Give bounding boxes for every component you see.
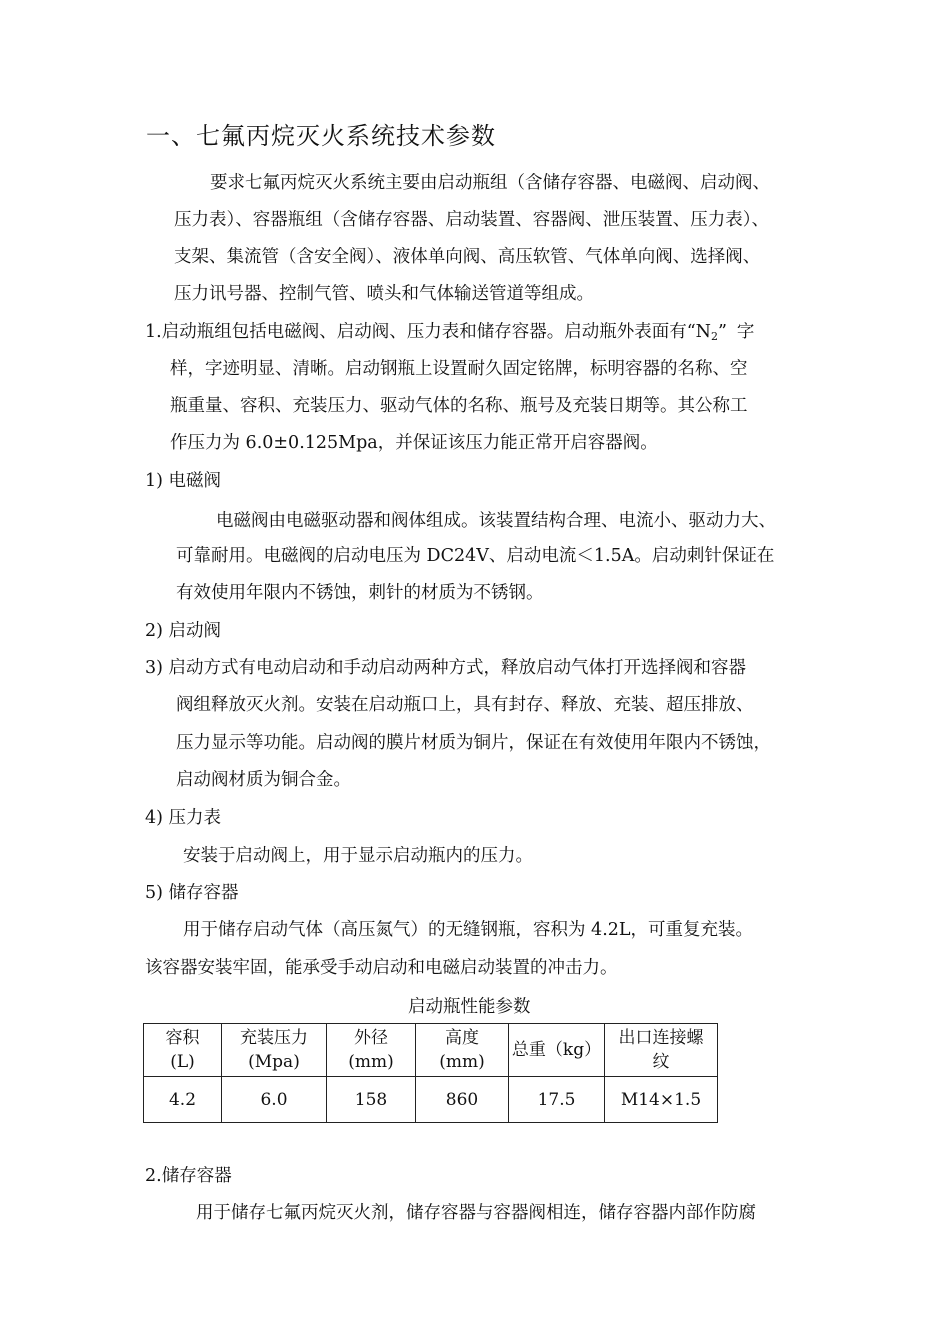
paragraph-line: 电磁阀由电磁驱动器和阀体组成。该装置结构合理、电流小、驱动力大、 <box>216 511 776 531</box>
subheading: 4) 压力表 <box>145 808 222 828</box>
header-cell: 充装压力 (Mpa) <box>222 1024 327 1077</box>
value-cell: M14×1.5 <box>605 1077 718 1123</box>
subheading: 1) 电磁阀 <box>145 471 222 491</box>
paragraph-line: 用于储存七氟丙烷灭火剂，储存容器与容器阀相连，储存容器内部作防腐 <box>196 1203 756 1223</box>
line-text-end: 字 <box>736 322 755 342</box>
paragraph-line: 3) 启动方式有电动启动和手动启动两种方式，释放启动气体打开选择阀和容器 <box>145 658 747 678</box>
header-cell: 出口连接螺 纹 <box>605 1024 718 1077</box>
spec-table <box>143 1023 718 1123</box>
paragraph-line: 启动阀材质为铜合金。 <box>176 770 351 790</box>
quote-close: ” <box>717 322 727 342</box>
n2-subscript: 2 <box>710 330 718 343</box>
value-cell: 4.2 <box>144 1077 222 1123</box>
value-cell: 17.5 <box>509 1077 605 1123</box>
subheading: 2) 启动阀 <box>145 621 222 641</box>
paragraph-line: 样，字迹明显、清晰。启动钢瓶上设置耐久固定铭牌，标明容器的名称、空 <box>170 359 748 379</box>
header-cell: 容积 (L) <box>144 1024 222 1077</box>
paragraph-line: 要求七氟丙烷灭火系统主要由启动瓶组（含储存容器、电磁阀、启动阀、 <box>210 173 770 193</box>
paragraph-line: 可靠耐用。电磁阀的启动电压为 DC24V、启动电流＜1.5A。启动刺针保证在 <box>176 546 775 566</box>
paragraph-line: 支架、集流管（含安全阀）、液体单向阀、高压软管、气体单向阀、选择阀、 <box>174 247 761 267</box>
paragraph-line <box>145 324 754 342</box>
subheading: 2.储存容器 <box>145 1166 232 1186</box>
header-cell: 外径 (mm) <box>327 1024 416 1077</box>
paragraph-line: 该容器安装牢固，能承受手动启动和电磁启动装置的冲击力。 <box>145 958 618 978</box>
paragraph-line: 安装于启动阀上，用于显示启动瓶内的压力。 <box>183 846 533 866</box>
header-cell: 总重（kg） <box>509 1024 605 1077</box>
paragraph-line: 用于储存启动气体（高压氮气）的无缝钢瓶，容积为 4.2L，可重复充装。 <box>183 920 754 940</box>
paragraph-line: 有效使用年限内不锈蚀，刺针的材质为不锈钢。 <box>176 583 544 603</box>
table-header-row <box>144 1024 718 1077</box>
header-cell: 高度 (mm) <box>416 1024 509 1077</box>
value-cell: 860 <box>416 1077 509 1123</box>
paragraph-line: 瓶重量、容积、充装压力、驱动气体的名称、瓶号及充装日期等。其公称工 <box>170 396 748 416</box>
paragraph-line: 作压力为 6.0±0.125Mpa，并保证该压力能正常开启容器阀。 <box>170 433 658 453</box>
table-row <box>144 1077 718 1123</box>
paragraph-line: 压力表）、容器瓶组（含储存容器、启动装置、容器阀、泄压装置、压力表）、 <box>174 210 769 230</box>
paragraph-line: 压力显示等功能。启动阀的膜片材质为铜片，保证在有效使用年限内不锈蚀， <box>176 733 771 753</box>
value-cell: 158 <box>327 1077 416 1123</box>
paragraph-line: 阀组释放灭火剂。安装在启动瓶口上，具有封存、释放、充装、超压排放、 <box>176 695 754 715</box>
subheading: 5) 储存容器 <box>145 883 239 903</box>
section-title: 一、七氟丙烷灭火系统技术参数 <box>146 122 496 150</box>
line-text: 1.启动瓶组包括电磁阀、启动阀、压力表和储存容器。启动瓶外表面有“N <box>145 322 711 342</box>
paragraph-line: 压力讯号器、控制气管、喷头和气体输送管道等组成。 <box>174 284 594 304</box>
table-caption: 启动瓶性能参数 <box>408 997 531 1017</box>
value-cell: 6.0 <box>222 1077 327 1123</box>
